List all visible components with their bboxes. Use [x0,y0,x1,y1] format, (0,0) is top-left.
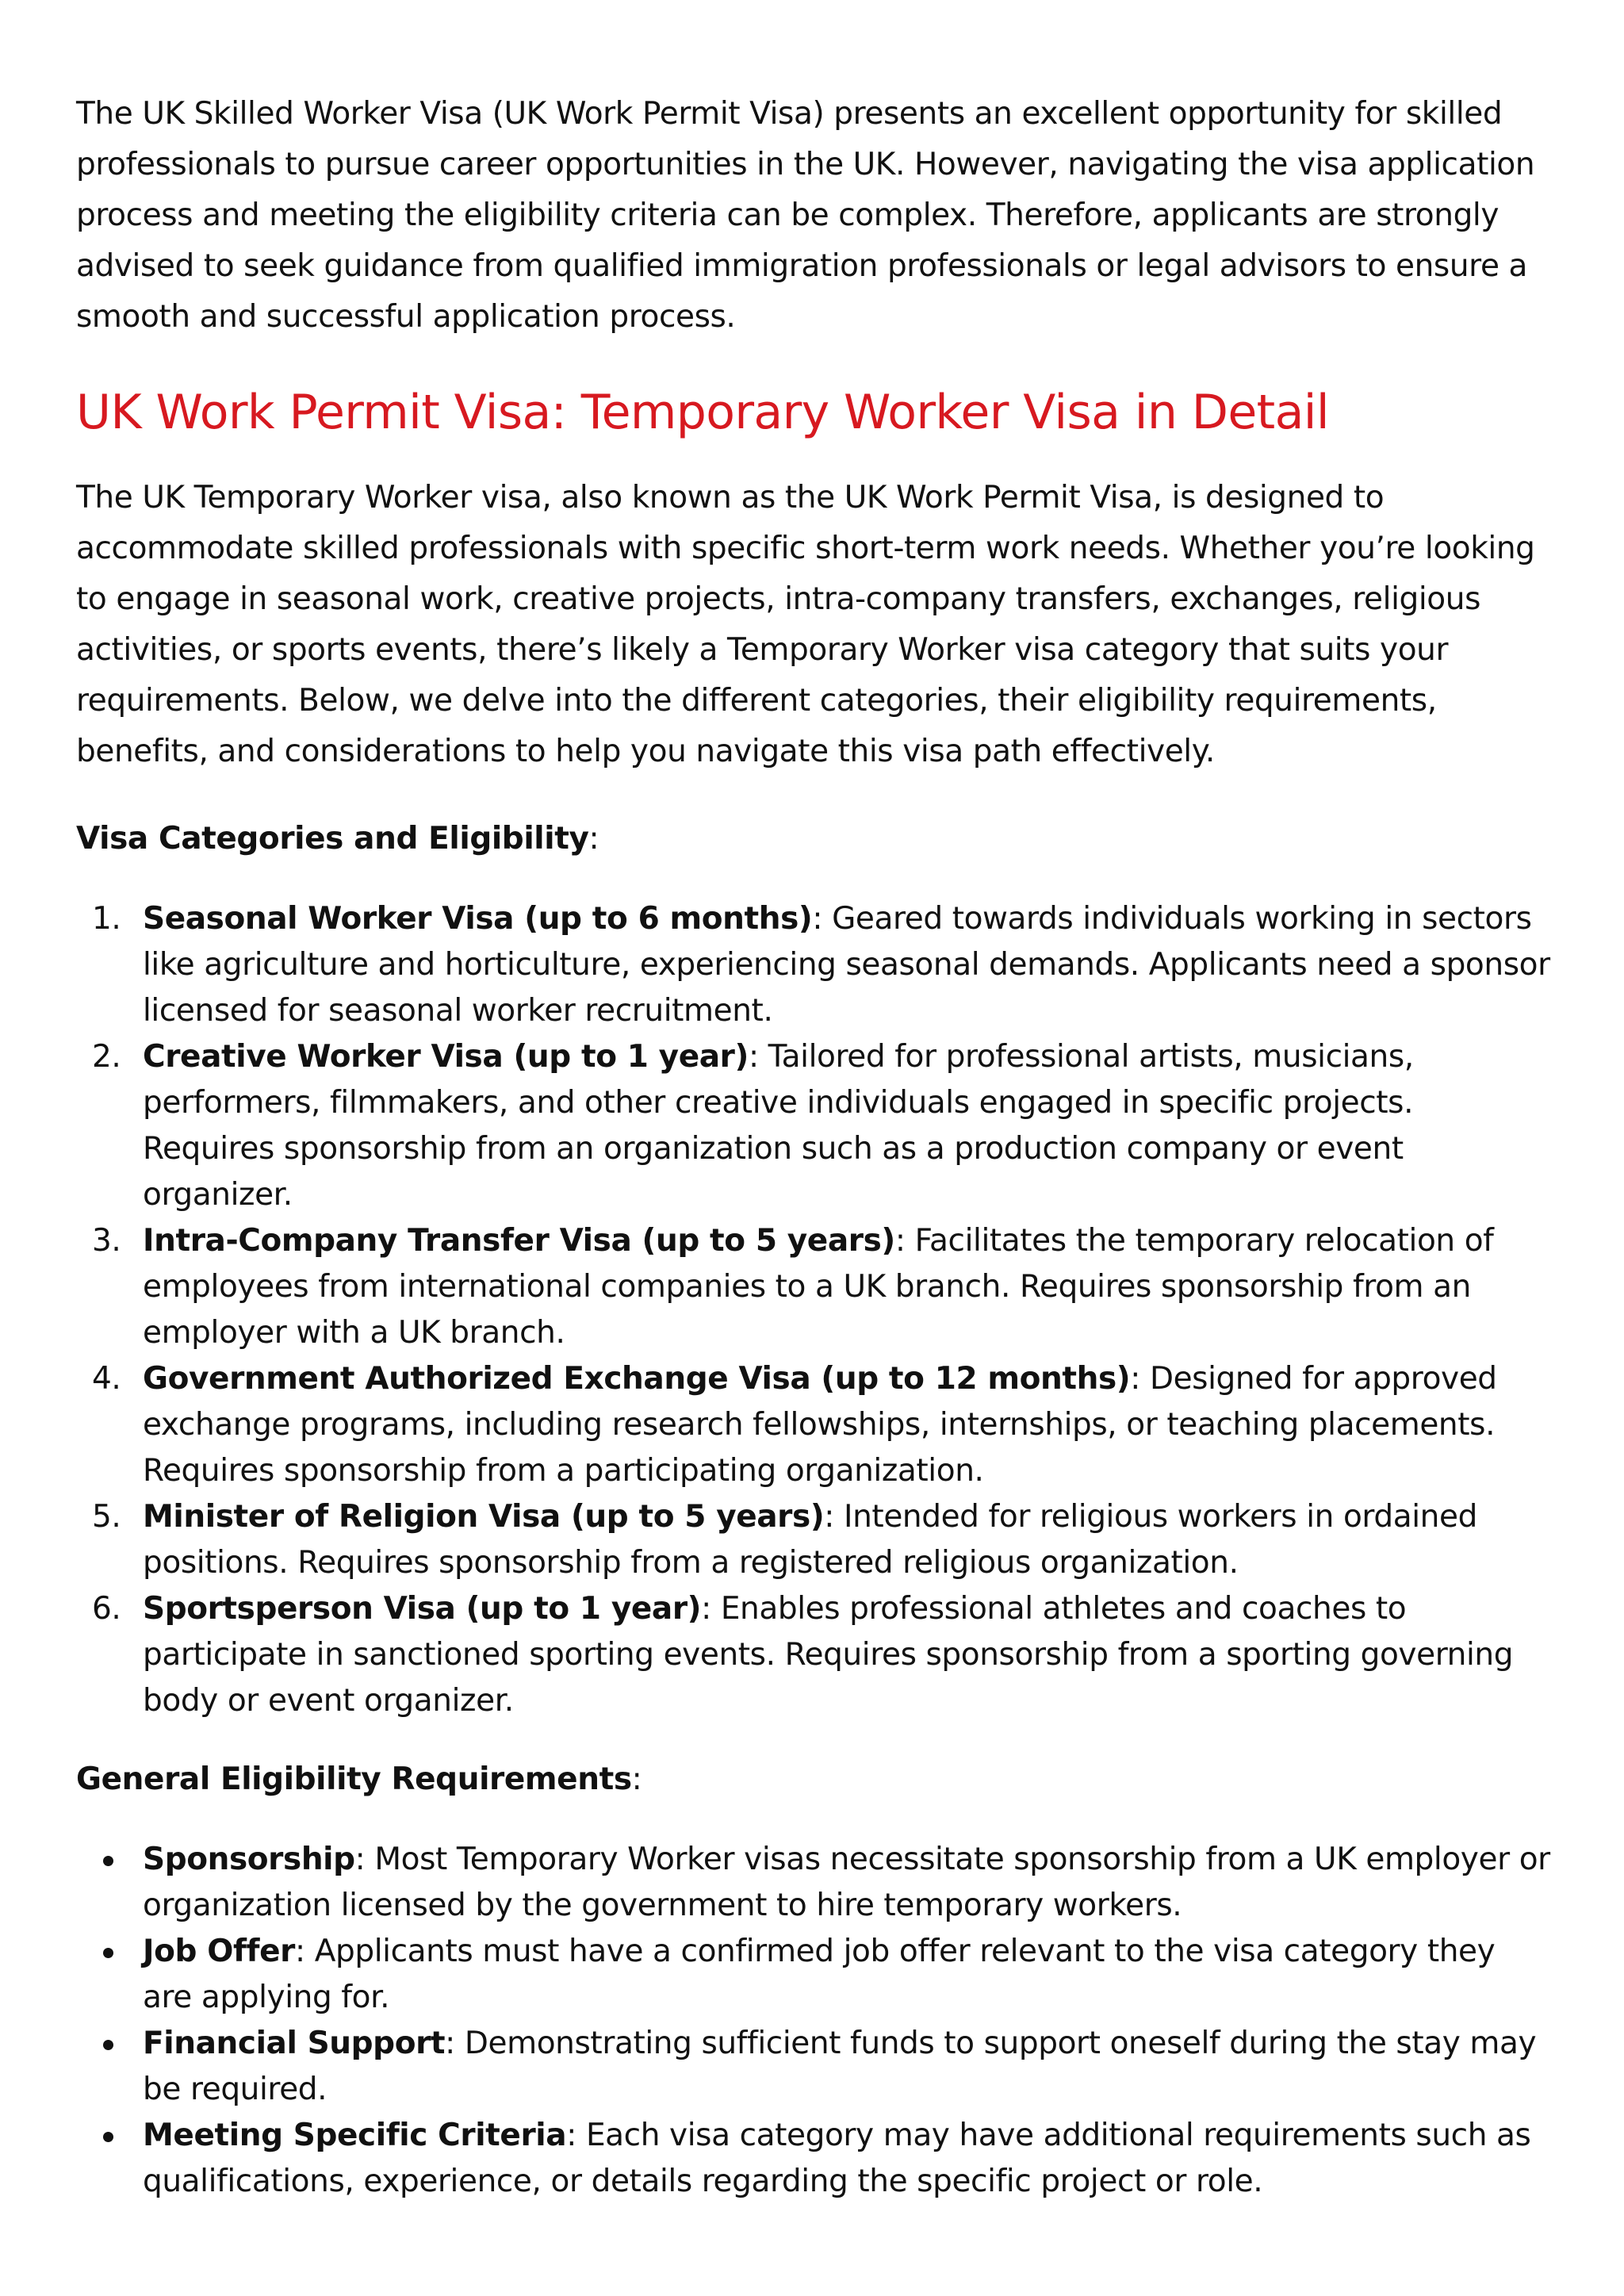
category-text: : Enables professional athletes and coaches to participate in sanctioned sporting events. Requires sponsorship from a sporting governing body or event organizer. [143,1591,1514,1719]
category-text: : Geared towards individuals working in sectors like agriculture and horticulture, experiencing seasonal demands. Applicants need a sponsor licensed for seasonal worker recruitment. [143,901,1550,1029]
requirement-label: Sponsorship [143,1842,355,1877]
intro-paragraph: The UK Skilled Worker Visa (UK Work Permit Visa) presents an excellent opportunity for skilled professionals to pursue career opportunities in the UK. However, navigating the visa application process and meeting the eligibility criteria can be complex. Therefore, applicants are strongly advised to seek guidance from qualified immigration professionals or legal advisors to ensure a smooth and successful application process. [76,96,1535,335]
requirement-label: Meeting Specific Criteria [143,2118,567,2153]
list-item [76,1586,1551,1724]
category-label: Intra-Company Transfer Visa (up to 5 years) [143,1223,895,1259]
requirement-text: : Most Temporary Worker visas necessitate sponsorship from a UK employer or organization licensed by the government to hire temporary workers. [143,1842,1550,1923]
list-item [76,1218,1551,1356]
category-text: : Facilitates the temporary relocation of employees from international companies to a UK branch. Requires sponsorship from an employer with a UK branch. [143,1223,1494,1351]
categories-heading: Visa Categories and Eligibility: [76,821,599,857]
requirements-heading-label: General Eligibility Requirements [76,1761,632,1797]
visa-categories-list [76,896,1551,1724]
list-item [76,2021,1551,2113]
requirement-label: Job Offer [143,1934,295,1969]
category-label: Government Authorized Exchange Visa (up to 12 months) [143,1361,1131,1397]
bullet-icon [103,1948,113,1958]
category-text: : Intended for religious workers in ordained positions. Requires sponsorship from a registered religious organization. [143,1499,1477,1581]
description-paragraph: The UK Temporary Worker visa, also known as the UK Work Permit Visa, is designed to accommodate skilled professionals with specific short-term work needs. Whether you’re looking to engage in seasonal work, creative projects, intra-company transfers, exchanges, religious activities, or sports events, there’s likely a Temporary Worker visa category that suits your requirements. Below, we delve into the different categories, their eligibility requirements, benefits, and considerations to help you navigate this visa path effectively. [76,480,1535,769]
list-number: 4. [92,1361,121,1397]
category-label: Seasonal Worker Visa (up to 6 months) [143,901,813,937]
category-label: Creative Worker Visa (up to 1 year) [143,1039,749,1075]
category-text: : Designed for approved exchange programs, including research fellowships, internships, or teaching placements. Requires sponsorship from a participating organization. [143,1361,1497,1489]
list-number: 5. [92,1499,121,1535]
list-number: 6. [92,1591,121,1627]
list-item [76,896,1551,1034]
requirements-heading: General Eligibility Requirements: [76,1761,642,1797]
bullet-icon [103,2040,113,2050]
requirement-text: : Each visa category may have additional requirements such as qualifications, experience, or details regarding the specific project or role. [143,2118,1531,2199]
bullet-icon [103,1856,113,1866]
list-item [76,1837,1551,1929]
bullet-icon [103,2132,113,2142]
requirement-text: : Applicants must have a confirmed job offer relevant to the visa category they are applying for. [143,1934,1496,2015]
category-label: Minister of Religion Visa (up to 5 years) [143,1499,825,1535]
list-number: 3. [92,1223,121,1259]
list-item [76,1929,1551,2021]
list-number: 2. [92,1039,121,1075]
list-item [76,2113,1551,2205]
categories-heading-label: Visa Categories and Eligibility [76,821,589,857]
list-item [76,1356,1551,1494]
category-text: : Tailored for professional artists, musicians, performers, filmmakers, and other creative individuals engaged in specific projects. Requires sponsorship from an organization such as a production company or event organizer. [143,1039,1414,1213]
requirements-list [76,1837,1551,2205]
list-item [76,1034,1551,1218]
section-heading: UK Work Permit Visa: Temporary Worker Visa in Detail [76,385,1329,440]
requirement-text: : Demonstrating sufficient funds to support oneself during the stay may be required. [143,2026,1537,2107]
requirement-label: Financial Support [143,2026,446,2061]
list-number: 1. [92,901,121,937]
list-item [76,1494,1551,1586]
category-label: Sportsperson Visa (up to 1 year) [143,1591,702,1627]
